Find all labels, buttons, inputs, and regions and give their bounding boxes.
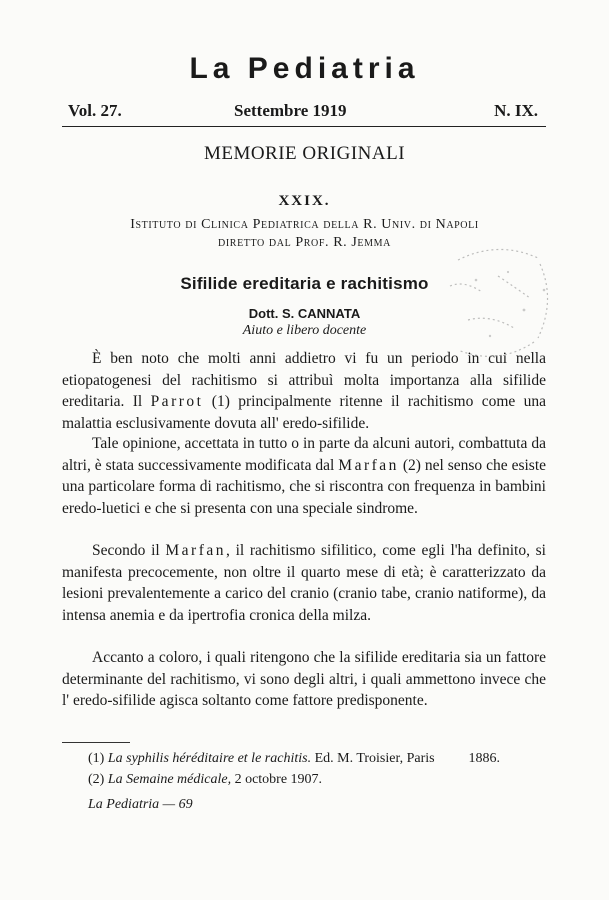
journal-title: La Pediatria	[189, 52, 420, 85]
library-stamp-icon	[438, 240, 556, 368]
footnote-2-title: La Semaine médicale,	[107, 772, 232, 787]
footnote-1-publisher: Ed. M. Troisier, Paris	[314, 751, 435, 766]
footnote-2-marker: (2)	[88, 772, 105, 787]
institute-line-1: Istituto di Clinica Pediatrica della R. Univ. di Napoli	[130, 217, 479, 232]
article-number: XXIX.	[278, 193, 331, 209]
paragraph-3-text-a: Secondo il	[92, 542, 166, 559]
author-reference-marfan: Marfan	[338, 456, 399, 474]
footnote-1	[88, 751, 500, 767]
paragraph-4	[62, 647, 546, 712]
footnote-1-marker: (1)	[88, 751, 105, 766]
issue-volume: Vol. 27.	[68, 101, 122, 120]
footnote-2	[88, 772, 500, 788]
section-heading: MEMORIE ORIGINALI	[203, 143, 406, 164]
footnote-2-date: 2 octobre 1907.	[234, 772, 323, 787]
paragraph-3	[62, 540, 546, 626]
footnote-1-title: La syphilis héréditaire et le rachitis.	[107, 751, 312, 766]
article-title: Sifilide ereditaria e rachitismo	[180, 274, 429, 293]
header-rule	[62, 126, 546, 127]
author-reference-parrot: Parrot	[150, 393, 204, 410]
author-reference-marfan-2: Marfan	[165, 542, 227, 559]
paragraph-3-text-b: , il rachitismo sifilitico, come egli l'ha definito, si manifesta precocemente, non oltre il quarto mese di età; è caratterizzato da lesioni prevalentemente a carico del cranio (cranio tabe, cranio natiforme), da intensa anemia e da ipertrofia cronica della milza.	[62, 542, 546, 624]
author-name: Dott. S. CANNATA	[248, 306, 361, 321]
issue-number: N. IX.	[494, 101, 538, 120]
paragraph-1-text-b: (1) principalmente ritenne il rachitismo come una malattia esclusivamente dovuta all' eredo-sifilide.	[62, 393, 546, 432]
institute-line-2: diretto dal Prof. R. Jemma	[218, 235, 391, 250]
issue-date: Settembre 1919	[234, 101, 347, 120]
paragraph-2-text-a: Tale opinione, accettata in tutto o in parte da alcuni autori, combattuta da altri, è stata successivamente modificata dal	[62, 435, 546, 474]
footnote-1-year: 1886.	[468, 751, 500, 766]
paragraph-4-text: Accanto a coloro, i quali ritengono che la sifilide ereditaria sia un fattore determinante del rachitismo, vi sono degli altri, i quali ammettono invece che l' eredo-sifilide agisca soltanto come fattore predisponente.	[62, 649, 546, 709]
paragraph-2	[62, 433, 546, 519]
page-footer-signature: La Pediatria — 69	[88, 797, 193, 812]
paragraph-1-text-a: È ben noto che molti anni addietro vi fu un periodo in cui nella etiopatogenesi del rachitismo si attribuì molta importanza alla sifilide ereditaria. Il	[62, 350, 546, 410]
footnote-rule	[62, 742, 130, 743]
paragraph-2-text-b: (2) nel senso che esiste una particolare forma di rachitismo, che si riscontra con frequenza in bambini eredo-luetici e che si presenta con una speciale sindrome.	[62, 456, 547, 517]
author-role: Aiuto e libero docente	[242, 323, 367, 338]
